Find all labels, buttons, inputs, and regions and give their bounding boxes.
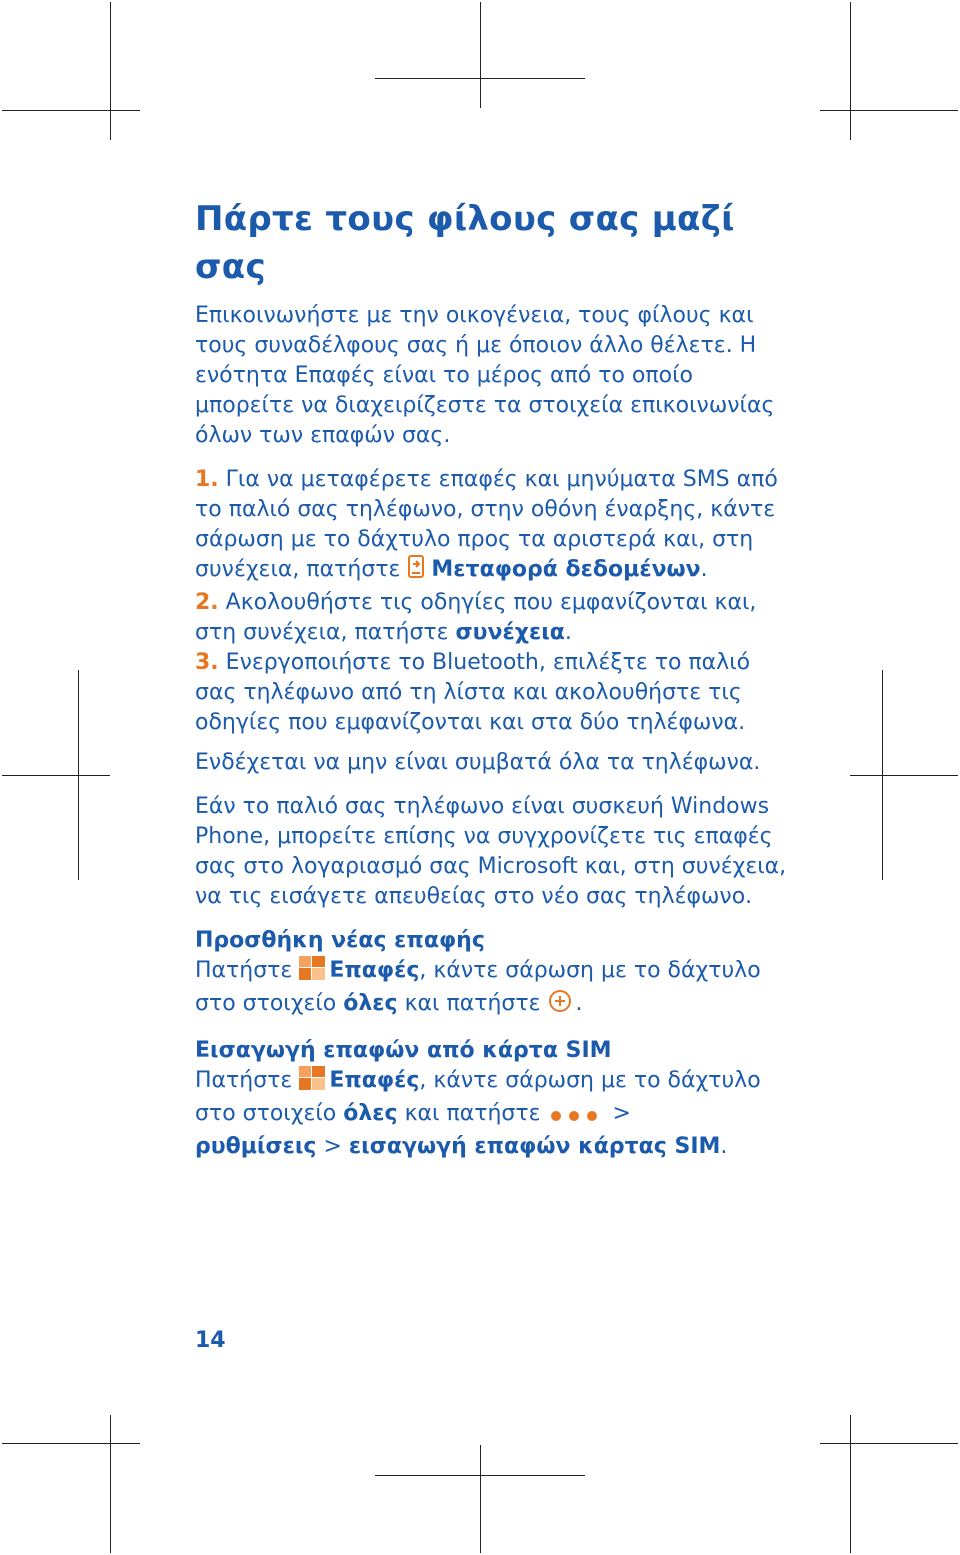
contacts-tile-icon bbox=[299, 1066, 325, 1099]
all-label: όλες bbox=[343, 1101, 398, 1126]
step-3 bbox=[195, 648, 795, 738]
page-title: Πάρτε τους φίλους σας μαζί σας bbox=[195, 199, 735, 287]
add-contact-heading: Προσθήκη νέας επαφής bbox=[195, 928, 485, 953]
step-1: 1. Για να μεταφέρετε επαφές και μηνύματα SMS από το παλιό σας τηλέφωνο, στην οθόνη έναρξης, κάντε σάρωση με το δάχτυλο προς τα αριστερά και, στη συνέχεια, πατήστε Μεταφορά δεδομένων. bbox=[195, 465, 795, 588]
continue-label: συνέχεια bbox=[455, 620, 565, 645]
add-contact-section: Προσθήκη νέας επαφής Πατήστε Επαφές, κάντε σάρωση με το δάχτυλο στο στοιχείο όλες και πατήστε . bbox=[195, 926, 795, 1022]
import-sim-section: Εισαγωγή επαφών από κάρτα SIM Πατήστε Επαφές, κάντε σάρωση με το δάχτυλο στο στοιχείο όλες και πατήστε > ρυθμίσεις > εισαγωγή επαφών κάρτας SIM. bbox=[195, 1038, 761, 1159]
settings-label: ρυθμίσεις bbox=[195, 1134, 317, 1159]
windows-phone-note: Εάν το παλιό σας τηλέφωνο είναι συσκευή Windows Phone, μπορείτε επίσης να συγχρονίζετε τις επαφές σας στο λογαριασμό σας Microsoft και, στη συνέχεια, να τις εισάγετε απευθείας στο νέο σας τηλέφωνο. bbox=[195, 794, 787, 909]
all-label: όλες bbox=[343, 991, 398, 1016]
page-number: 14 bbox=[195, 1328, 226, 1353]
more-dots-icon bbox=[548, 1102, 602, 1132]
step-2: 2. Ακολουθήστε τις οδηγίες που εμφανίζονται και, στη συνέχεια, πατήστε συνέχεια. bbox=[195, 590, 757, 645]
import-sim-heading: Εισαγωγή επαφών από κάρτα SIM bbox=[195, 1038, 612, 1063]
step-text: Για να μεταφέρετε επαφές και μηνύματα SMS από το παλιό σας τηλέφωνο, στην οθόνη έναρξης, κάντε σάρωση με το δάχτυλο προς τα αριστερά και, στη συνέχεια, πατήστε bbox=[195, 467, 778, 582]
page-content bbox=[195, 195, 795, 1162]
step-number: 2. bbox=[195, 590, 219, 615]
add-circle-icon bbox=[548, 989, 572, 1022]
compatibility-note: Ενδέχεται να μην είναι συμβατά όλα τα τηλέφωνα. bbox=[195, 750, 761, 775]
transfer-data-label: Μεταφορά δεδομένων bbox=[431, 557, 701, 582]
contacts-label: Επαφές bbox=[329, 958, 420, 983]
contacts-tile-icon bbox=[299, 956, 325, 989]
import-sim-contacts-label: εισαγωγή επαφών κάρτας SIM bbox=[348, 1134, 721, 1159]
step-text: Ενεργοποιήστε το Bluetooth, επιλέξτε το παλιό σας τηλέφωνο από τη λίστα και ακολουθήστε τις οδηγίες που εμφανίζονται και στα δύο τηλέφωνα. bbox=[195, 650, 751, 735]
step-number: 3. bbox=[195, 650, 219, 675]
contacts-label: Επαφές bbox=[329, 1068, 420, 1093]
step-number: 1. bbox=[195, 467, 219, 492]
transfer-data-icon bbox=[407, 555, 427, 588]
step-text: Ακολουθήστε τις οδηγίες που εμφανίζονται και, στη συνέχεια, πατήστε bbox=[195, 590, 757, 645]
intro-paragraph: Επικοινωνήστε με την οικογένεια, τους φίλους και τους συναδέλφους σας ή με όποιον άλλο θέλετε. Η ενότητα Επαφές είναι το μέρος από το οποίο μπορείτε να διαχειρίζεστε τα στοιχεία επικοινωνίας όλων των επαφών σας. bbox=[195, 303, 775, 448]
